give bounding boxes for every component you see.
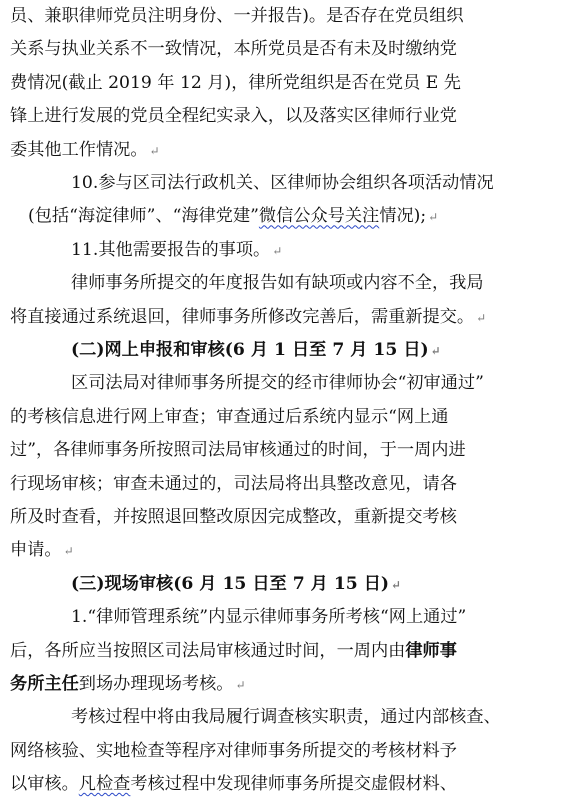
text-line — [0, 234, 568, 267]
line-text: 以审核。 — [10, 774, 79, 795]
line-text: 情况); — [379, 206, 427, 227]
text-line — [0, 267, 568, 300]
bold-text: 务所主任 — [10, 674, 79, 694]
text-line — [0, 0, 568, 33]
line-text: 将直接通过系统退回，律师事务所修改完善后，需重新提交。 — [10, 306, 475, 327]
text-line — [0, 468, 568, 501]
line-text: 行现场审核；审查未通过的，司法局将出具整改意见，请各 — [10, 473, 457, 494]
line-text: 锋上进行发展的党员全程纪实录入，以及落实区律师行业党 — [10, 106, 457, 127]
text-line — [0, 67, 568, 100]
text-line — [0, 367, 568, 400]
text-line — [0, 768, 568, 801]
text-line — [0, 601, 568, 634]
line-text: 考核过程中将由我局履行调查核实职责，通过内部核查、 — [71, 707, 501, 728]
line-text: (二)网上申报和审核(6 月 1 日至 7 月 15 日) — [71, 340, 429, 360]
text-line — [0, 401, 568, 434]
text-line — [0, 100, 568, 133]
line-text: 过”，各律师事务所按照司法局审核通过的时间，于一周内进 — [10, 440, 466, 461]
text-line — [0, 434, 568, 467]
line-text: 费情况(截止 2019 年 12 月)，律所党组织是否在党员 E 先 — [10, 72, 461, 93]
line-text: (包括“海淀律师”、“海律党建” — [28, 206, 259, 227]
line-text: 1.“律师管理系统”内显示律师事务所考核“网上通过” — [71, 607, 467, 628]
line-text: 所及时查看，并按照退回整改原因完成整改，重新提交考核 — [10, 507, 457, 527]
text-line — [0, 33, 568, 66]
text-line — [0, 701, 568, 734]
line-text: 后，各所应当按照区司法局审核通过时间，一周内由 — [10, 640, 406, 661]
text-line — [0, 334, 568, 367]
line-text: 11.其他需要报告的事项。 — [71, 239, 271, 260]
line-text: 的考核信息进行网上审查；审查通过后系统内显示“网上通 — [10, 406, 449, 427]
paragraph-mark-icon: ↵ — [391, 577, 402, 592]
paragraph-mark-icon: ↵ — [272, 243, 283, 258]
text-line — [0, 501, 568, 534]
paragraph-mark-icon: ↵ — [235, 678, 246, 692]
paragraph-mark-icon: ↵ — [476, 310, 487, 325]
paragraph-mark-icon: ↵ — [149, 143, 160, 158]
line-text: 到场办理现场考核。 — [78, 674, 234, 694]
paragraph-mark-icon: ↵ — [63, 544, 74, 559]
line-text: 网络核验、实地检查等程序对律师事务所提交的考核材料予 — [10, 740, 457, 761]
paragraph-mark-icon: ↵ — [428, 210, 439, 225]
grammar-flag-text: 凡检查 — [78, 774, 131, 795]
line-text: 委其他工作情况。 — [10, 139, 148, 160]
line-text: 区司法局对律师事务所提交的经市律师协会“初审通过” — [71, 373, 484, 394]
line-text: 申请。 — [10, 540, 62, 561]
text-line — [0, 735, 568, 768]
text-line — [0, 134, 568, 167]
text-line — [0, 668, 568, 701]
text-line — [0, 200, 568, 233]
text-line — [0, 301, 568, 334]
text-line — [0, 635, 568, 668]
line-text: (三)现场审核(6 月 15 日至 7 月 15 日) — [71, 573, 390, 594]
line-text: 关系与执业关系不一致情况，本所党员是否有未及时缴纳党 — [10, 39, 457, 60]
text-line — [0, 167, 568, 200]
paragraph-mark-icon: ↵ — [430, 344, 441, 358]
line-text: 律师事务所提交的年度报告如有缺项或内容不全，我局 — [71, 273, 484, 294]
bold-text: 律师事 — [405, 640, 457, 661]
grammar-flag-text: 微信公众号关注 — [258, 206, 380, 227]
line-text: 10.参与区司法行政机关、区律师协会组织各项活动情况 — [71, 173, 494, 193]
text-line — [0, 568, 568, 601]
line-text: 员、兼职律师党员注明身份、一并报告)。是否存在党员组织 — [10, 6, 464, 26]
text-line — [0, 534, 568, 567]
line-text: 考核过程中发现律师事务所提交虚假材料、 — [130, 774, 457, 795]
